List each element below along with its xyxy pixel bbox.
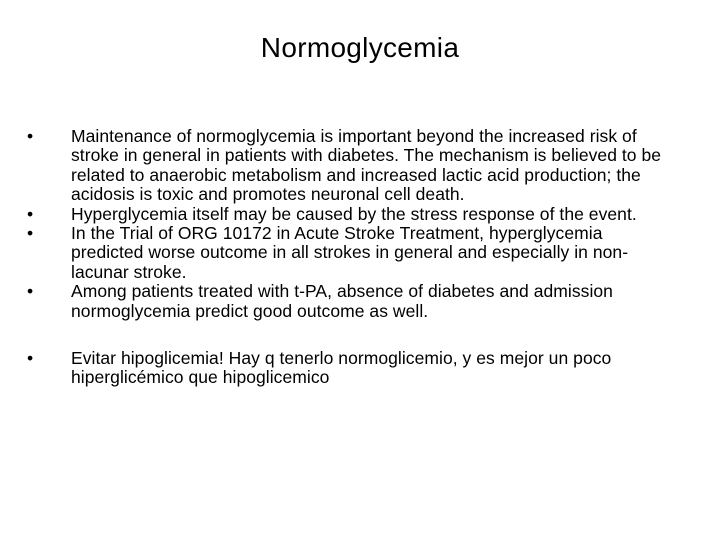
bullet-text: Evitar hipoglicemia! Hay q tenerlo normoglicemio, y es mejor un poco hiperglicémico que hipoglicemico	[71, 348, 612, 388]
bullet-dot-icon: •	[27, 281, 34, 302]
bullet-item	[27, 127, 677, 205]
bullet-item	[27, 282, 677, 321]
bullet-text: In the Trial of ORG 10172 in Acute Stroke Treatment, hyperglycemia predicted worse outcome in all strokes in general and especially in non-lacunar stroke.	[71, 223, 629, 282]
bullet-dot-icon: •	[27, 223, 34, 244]
bullet-item	[27, 224, 677, 282]
bullet-dot-icon: •	[27, 348, 34, 369]
bullet-dot-icon: •	[27, 126, 34, 146]
bullet-text: Hyperglycemia itself may be caused by the stress response of the event.	[71, 203, 637, 224]
bullet-dot-icon: •	[27, 203, 34, 224]
bullet-item	[27, 205, 677, 224]
bullet-list	[27, 127, 677, 388]
bullet-text: Maintenance of normoglycemia is important beyond the increased risk of stroke in general in patients with diabetes. The mechanism is believed to be related to anaerobic metabolism and increased lactic acid production; the acidosis is toxic and promotes neuronal cell death.	[71, 126, 662, 205]
slide-title: Normoglycemia	[260, 32, 460, 63]
bullet-text: Among patients treated with t-PA, absence of diabetes and admission normoglycemia predict good outcome as well.	[71, 281, 613, 321]
bullet-item	[27, 349, 677, 388]
